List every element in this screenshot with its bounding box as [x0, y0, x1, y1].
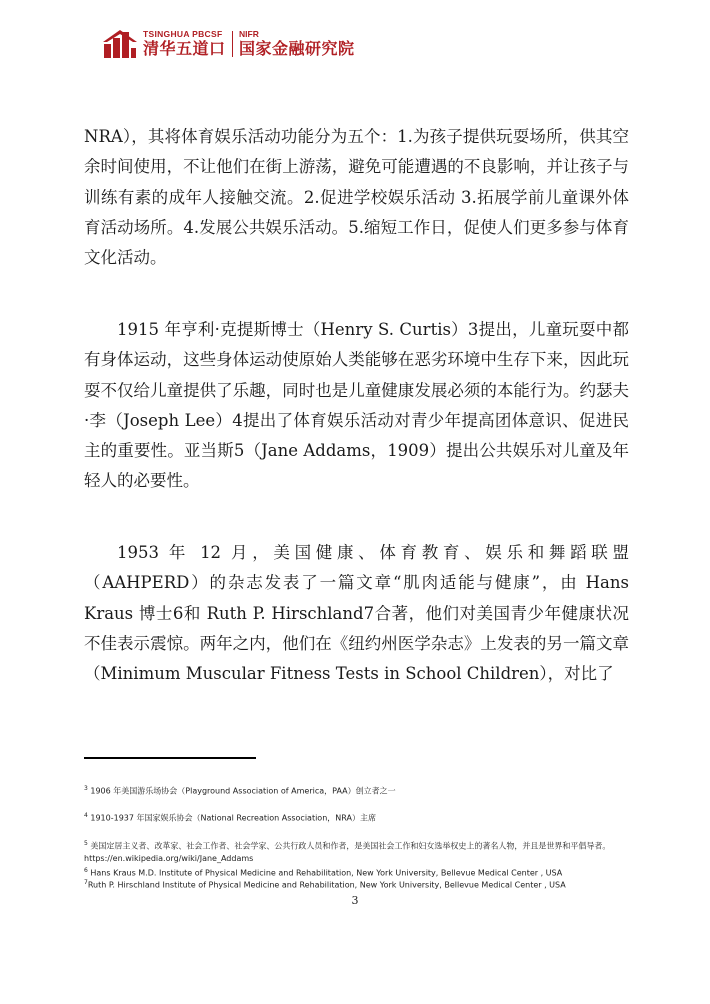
header-logo [103, 27, 355, 61]
footnote-7-text: Ruth P. Hirschland Institute of Physical Medicine and Rehabilitation, New York University, Bellevue Medical Center , USA [87, 880, 566, 890]
footnote-4-text: 1910-1937 年国家娱乐协会（National Recreation Association，NRA）主席 [90, 813, 376, 823]
footnote-5-number: 5 [84, 840, 88, 847]
nifr-english-name: NIFR [239, 29, 259, 39]
nifr-chinese-name: 国家金融研究院 [239, 39, 355, 58]
paragraph-1: NRA），其将体育娱乐活动功能分为五个：1.为孩子提供玩耍场所，供其空余时间使用，不让他们在街上游荡，避免可能遭遇的不良影响，并让孩子与训练有素的成年人接触交流。2.促进学校娱乐活动 3.拓展学前儿童课外体育活动场所。4.发展公共娱乐活动。5.缩短工作日，促使人们更多参与体育文化活动。 [84, 127, 629, 268]
tsinghua-logo-icon [103, 28, 137, 60]
logo-english-name: TSINGHUA PBCSF [143, 29, 223, 39]
footnote-7-number: 7 [84, 879, 88, 886]
paragraph-2: 1915 年亨利·克提斯博士（Henry S. Curtis）3提出，儿童玩耍中都有身体运动，这些身体运动使原始人类能够在恶劣环境中生存下来，因此玩耍不仅给儿童提供了乐趣，同时也是儿童健康发展必须的本能行为。约瑟夫·李（Joseph Lee）4提出了体育娱乐活动对青少年提高团体意识、促进民主的重要性。亚当斯5（Jane Addams，1909）提出公共娱乐对儿童及年轻人的必要性。 [84, 320, 629, 491]
footnote-6-number: 6 [84, 867, 88, 874]
page-number: 3 [351, 894, 359, 907]
footnote-4 [84, 810, 644, 825]
footnote-3-number: 3 [84, 785, 88, 792]
footnote-6-text: Hans Kraus M.D. Institute of Physical Medicine and Rehabilitation, New York University, Bellevue Medical Center , USA [90, 868, 563, 878]
footnote-4-number: 4 [84, 812, 88, 819]
footnote-3-text: 1906 年美国游乐场协会（Playground Association of America，PAA）创立者之一 [90, 786, 396, 796]
footnote-5 [84, 838, 644, 866]
footnote-divider [84, 757, 256, 759]
footnote-5-text: 美国定居主义者、改革家、社会工作者、社会学家、公共行政人员和作者，是美国社会工作和妇女选举权史上的著名人物，并且是世界和平倡导者。https://en.wikipedia.org/wiki/Jane_Addams [84, 841, 611, 864]
logo-divider [232, 31, 234, 57]
logo-chinese-name: 清华五道口 [143, 39, 226, 58]
footnote-7 [84, 877, 644, 892]
footnote-3 [84, 783, 644, 798]
paragraph-3: 1953 年 12 月，美国健康、体育教育、娱乐和舞蹈联盟（AAHPERD）的杂志发表了一篇文章“肌肉适能与健康”，由 Hans Kraus 博士6和 Ruth P. Hirschland7合著，他们对美国青少年健康状况不佳表示震惊。两年之内，他们在《纽约州医学杂志》上发表的另一篇文章（Minimum Muscular Fitness Tests in School Children），对比了 [84, 543, 629, 684]
